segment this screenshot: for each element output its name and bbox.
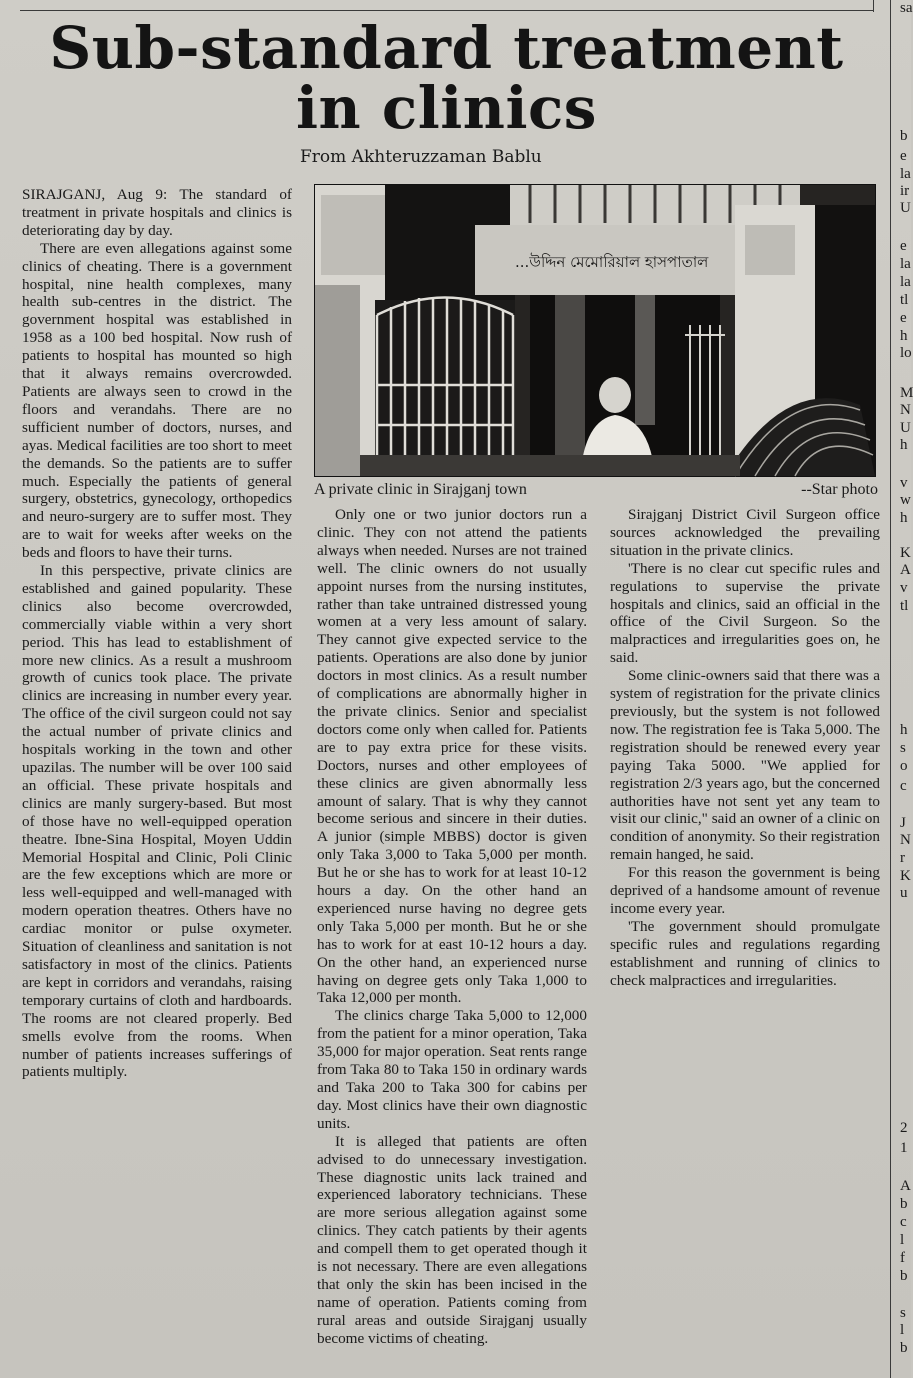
article-column-1 xyxy=(22,186,292,1081)
photo-caption: A private clinic in Sirajganj town xyxy=(314,481,527,498)
adjacent-fragment: ir xyxy=(900,183,910,199)
adjacent-fragment: N xyxy=(900,832,911,848)
adjacent-fragment: e xyxy=(900,148,907,164)
clinic-photo xyxy=(314,184,876,477)
article-column-2 xyxy=(317,506,587,1348)
adjacent-fragment: w xyxy=(900,492,911,508)
adjacent-fragment: la xyxy=(900,166,911,182)
adjacent-fragment: b xyxy=(900,128,908,144)
paragraph: It is alleged that patients are often advised to do unnecessary investigation. These diagnostic units lack trained and experienced laboratory technicians. These are more serious allegation against some clinics. They catch patients by their agents and compell them to get operated though it is not necessary. There are even allegations that only the skin has been incised in the name of operation. Patients coming from rural areas and outside Sirajganj usually become victims of cheating. xyxy=(317,1132,587,1347)
adjacent-fragment: f xyxy=(900,1250,905,1266)
adjacent-fragment: h xyxy=(900,437,908,453)
adjacent-fragment: K xyxy=(900,545,911,561)
adjacent-fragment: U xyxy=(900,420,911,436)
adjacent-fragment: b xyxy=(900,1196,908,1212)
adjacent-fragment: A xyxy=(900,1178,911,1194)
adjacent-fragment: b xyxy=(900,1268,908,1284)
adjacent-fragment: c xyxy=(900,1214,907,1230)
column-rule xyxy=(890,0,891,1378)
paragraph: 'The government should promulgate specific rules and regulations regarding establishment and running of clinics to check malpractices and irregularities. xyxy=(610,917,880,989)
adjacent-fragment: s xyxy=(900,740,906,756)
column-rule-top xyxy=(873,0,874,12)
adjacent-fragment: l xyxy=(900,1322,905,1338)
adjacent-fragment: v xyxy=(900,475,908,491)
adjacent-fragment: la xyxy=(900,256,911,272)
paragraph: Sirajganj District Civil Surgeon office sources acknowledged the prevailing situation in the private clinics. xyxy=(610,506,880,559)
headline-line-1: Sub-standard treatment xyxy=(49,14,844,82)
adjacent-fragment: lo xyxy=(900,345,912,361)
paragraph: The clinics charge Taka 5,000 to 12,000 from the patient for a minor operation, Taka 35,000 for major operation. Seat rents range from Taka 80 to Taka 150 in ordinary wards and Taka 200 to Taka 300 for cabins per day. Most clinics have their own diagnostic units. xyxy=(317,1007,587,1132)
adjacent-fragment: U xyxy=(900,200,911,216)
paragraph: Some clinic-owners said that there was a system of registration for the private clinics previously, but the system is not followed now. The registration fee is Taka 5,000. The registration should be renewed every year paying Taka 5000. "We applied for registration 2/3 years ago, but the concerned authorities have not sent yet any team to visit our clinic," said an owner of a clinic on condition of anonymity. So their registration remain hanged, he said. xyxy=(610,667,880,864)
headline xyxy=(20,14,873,142)
adjacent-fragment: h xyxy=(900,328,908,344)
adjacent-fragment: h xyxy=(900,722,908,738)
adjacent-fragment: la xyxy=(900,274,911,290)
adjacent-fragment: e xyxy=(900,238,907,254)
headline-line-2: in clinics xyxy=(296,74,597,142)
adjacent-fragment: 2 xyxy=(900,1120,908,1136)
paragraph: Only one or two junior doctors run a clinic. They con not attend the patients always when needed. Nurses are not trained well. The clinic owners do not usually appoint nurses from the nursing institutes, rather than take untrained distressed young women at a very less amount of salary. They cannot give expected service to the patients. Operations are also done by junior doctors in most clinics. As a result number of complications are abnormally higher in the private clinics. Senior and specialist doctors come only when called for. Patients are to pay extra price for these visits. Doctors, nurses and other employees of these clinics are given abnormally less amount of salary. That is why they cannot become serious and sincere in their duties. A junior (simple MBBS) doctor is given only Taka 3,000 to Taka 5,000 per month. But he or she has to work for at least 10-12 hours a day. On the other hand an experienced nurse having no degree gets only Taka 5,000 per month. But he or she has to work for at east 10-12 hours a day. On the other hand, an experienced nurse having on degree gets only Taka 1,000 to Taka 12,000 per month. xyxy=(317,506,587,1007)
adjacent-fragment: A xyxy=(900,562,911,578)
adjacent-fragment: v xyxy=(900,580,908,596)
adjacent-fragment: sa xyxy=(900,0,913,16)
paragraph: SIRAJGANJ, Aug 9: The standard of treatment in private hospitals and clinics is deteriorating day by day. xyxy=(22,186,292,239)
paragraph: In this perspective, private clinics are established and gained popularity. These clinics also become overcrowded, commercially viable within a very short period. This has lead to establishment of more new clinics. As a result a mushroom growth of cunics took place. The private clinics are increasing in number every year. The office of the civil surgeon could not say the actual number of private clinics and hospitals working in the town and other upazilas. The number will be over 100 said an official. These private hospitals and clinics are manly surgery-based. But most of those have no well-equipped operation theatre. Ibne-Sina Hospital, Moyen Uddin Memorial Hospital and Clinic, Poli Clinic are the few exceptions which are more or less well-equipped and well-managed with modern operation theatres. Others have no cardiac monitor or pulse oxymeter. Situation of cleanliness and sanitation is not satisfactory in most of the clinics. Patients are kept in corridors and verandahs, raising temporary curtains of cloth and hardboards. The rooms are not cleared properly. Bed smells evolve from the rooms. When number of patients increases sufferings of patients multiply. xyxy=(22,562,292,1081)
paragraph: For this reason the government is being deprived of a handsome amount of revenue income every year. xyxy=(610,864,880,917)
photo-credit: --Star photo xyxy=(801,481,878,498)
adjacent-fragment: K xyxy=(900,868,911,884)
adjacent-fragment: J xyxy=(900,815,906,831)
adjacent-fragment: c xyxy=(900,778,907,794)
adjacent-fragment: 1 xyxy=(900,1140,908,1156)
adjacent-fragment: M xyxy=(900,385,913,401)
adjacent-fragment: e xyxy=(900,310,907,326)
byline: From Akhteruzzaman Bablu xyxy=(300,147,542,167)
paragraph: 'There is no clear cut specific rules and regulations to supervise the private hospitals and clinics, said an official in the office of the Civil Surgeon. So the malpractices and irregularities goes on, he said. xyxy=(610,559,880,667)
paragraph: There are even allegations against some clinics of cheating. There is a government hospital, nine health complexes, many health sub-centres in the district. The government hospital was established in 1958 as a 100 bed hospital. Now rush of patients to hospital has mounted so high that it always remains overcrowded. Patients are always seen to crowd in the floors and verandahs. There are no sufficient number of doctors, nurses, and ayas. Medical facilities are too short to meet the demands. So the patients are to suffer much. Especially the patients of general surgery, obstetrics, gynecology, orthopedics and neuro-surgery are to suffer most. They are to wait for weeks after weeks on the beds and floors to have their turns. xyxy=(22,239,292,562)
adjacent-fragment: tl xyxy=(900,598,909,614)
adjacent-fragment: s xyxy=(900,1305,906,1321)
top-rule xyxy=(20,10,873,11)
adjacent-fragment: o xyxy=(900,758,908,774)
adjacent-fragment: l xyxy=(900,1232,905,1248)
sign-text: ...উদ্দিন মেমোরিয়াল হাসপাতাল xyxy=(515,253,709,271)
adjacent-fragment: r xyxy=(900,850,905,866)
adjacent-article-fragment xyxy=(900,0,911,1378)
adjacent-fragment: u xyxy=(900,885,908,901)
photo-caption-row xyxy=(314,480,878,499)
article-column-3 xyxy=(610,506,880,989)
adjacent-fragment: tl xyxy=(900,292,909,308)
adjacent-fragment: b xyxy=(900,1340,908,1356)
adjacent-fragment: N xyxy=(900,402,911,418)
adjacent-fragment: h xyxy=(900,510,908,526)
